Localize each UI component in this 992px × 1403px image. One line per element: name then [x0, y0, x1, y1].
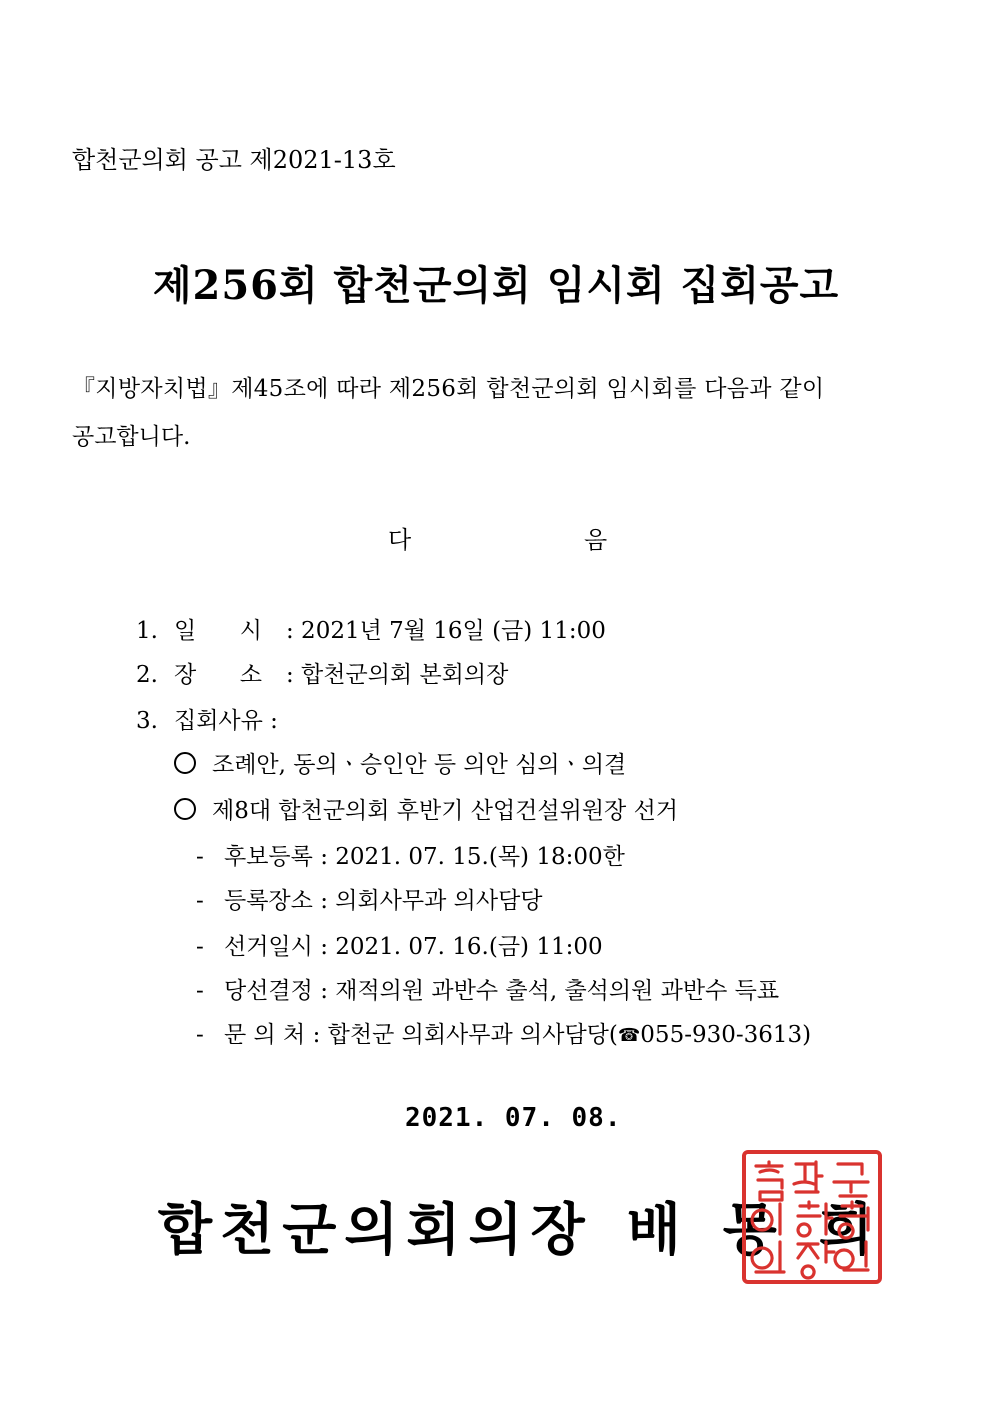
item-number: 1. — [136, 618, 158, 644]
bullet-item — [174, 792, 678, 825]
sub-label: 선거일시 — [224, 934, 313, 960]
sub-value: : 합천군 의회사무과 의사담당( — [312, 1022, 618, 1048]
heading-da: 다 — [388, 526, 412, 554]
item-value: : 합천군의회 본회의장 — [286, 662, 509, 688]
item-place — [136, 656, 508, 689]
item-reason — [136, 702, 278, 735]
item-label — [174, 612, 262, 645]
document-date: 2021. 07. 08. — [405, 1103, 622, 1133]
dash-icon: - — [196, 888, 204, 914]
sub-value: : 의회사무과 의사담당 — [320, 888, 543, 914]
phone-number: 055-930-3613) — [640, 1022, 812, 1048]
signer-name-char: 몽 — [722, 1197, 785, 1263]
sub-item-contact — [196, 1016, 811, 1049]
label-char: 시 — [239, 618, 262, 644]
circle-bullet-icon — [174, 752, 196, 774]
sub-item-election-datetime — [196, 928, 603, 961]
item-label: 집회사유 : — [174, 708, 278, 734]
notice-number: 합천군의회 공고 제2021-13호 — [72, 146, 396, 174]
sub-label: 문 의 처 — [224, 1022, 306, 1048]
signer-name-char: 배 — [626, 1197, 689, 1263]
official-seal — [742, 1150, 882, 1284]
sub-label: 등록장소 — [224, 888, 313, 914]
seal-stamp-icon — [746, 1154, 878, 1280]
circle-bullet-icon — [174, 798, 196, 820]
dash-icon: - — [196, 934, 204, 960]
item-schedule — [136, 612, 606, 645]
bullet-text: 조례안, 동의ㆍ승인안 등 의안 심의ㆍ의결 — [212, 752, 627, 778]
heading-eum: 음 — [584, 526, 608, 554]
label-char: 일 — [174, 618, 197, 644]
item-value: : 2021년 7월 16일 (금) 11:00 — [286, 618, 606, 644]
sub-value: : 2021. 07. 15.(목) 18:00한 — [320, 844, 625, 870]
intro-line-1: 『지방자치법』제45조에 따라 제256회 합천군의회 임시회를 다음과 같이 — [72, 376, 825, 402]
item-number: 2. — [136, 662, 158, 688]
label-char: 소 — [239, 662, 262, 688]
signer-name-char: 희 — [818, 1197, 882, 1263]
sub-value: : 2021. 07. 16.(금) 11:00 — [320, 934, 603, 960]
item-label — [174, 656, 262, 689]
sub-label: 후보등록 — [224, 844, 313, 870]
dash-icon: - — [196, 978, 204, 1004]
sub-item-registration-place — [196, 882, 543, 915]
dash-icon: - — [196, 844, 204, 870]
bullet-item — [174, 746, 626, 779]
dash-icon: - — [196, 1022, 204, 1048]
bullet-text: 제8대 합천군의회 후반기 산업건설위원장 선거 — [212, 798, 679, 824]
label-char: 장 — [174, 662, 197, 688]
document-title: 제256회 합천군의회 임시회 집회공고 — [152, 262, 840, 309]
sub-label: 당선결정 — [224, 978, 313, 1004]
item-number: 3. — [136, 708, 158, 734]
sub-item-election-decision — [196, 972, 779, 1005]
phone-icon: ☎ — [617, 1025, 641, 1046]
signer-title: 합천군의회의장 — [158, 1197, 593, 1263]
sub-item-candidate-registration — [196, 838, 625, 871]
sub-value: : 재적의원 과반수 출석, 출석의원 과반수 득표 — [320, 978, 780, 1004]
intro-line-2: 공고합니다. — [72, 424, 191, 450]
